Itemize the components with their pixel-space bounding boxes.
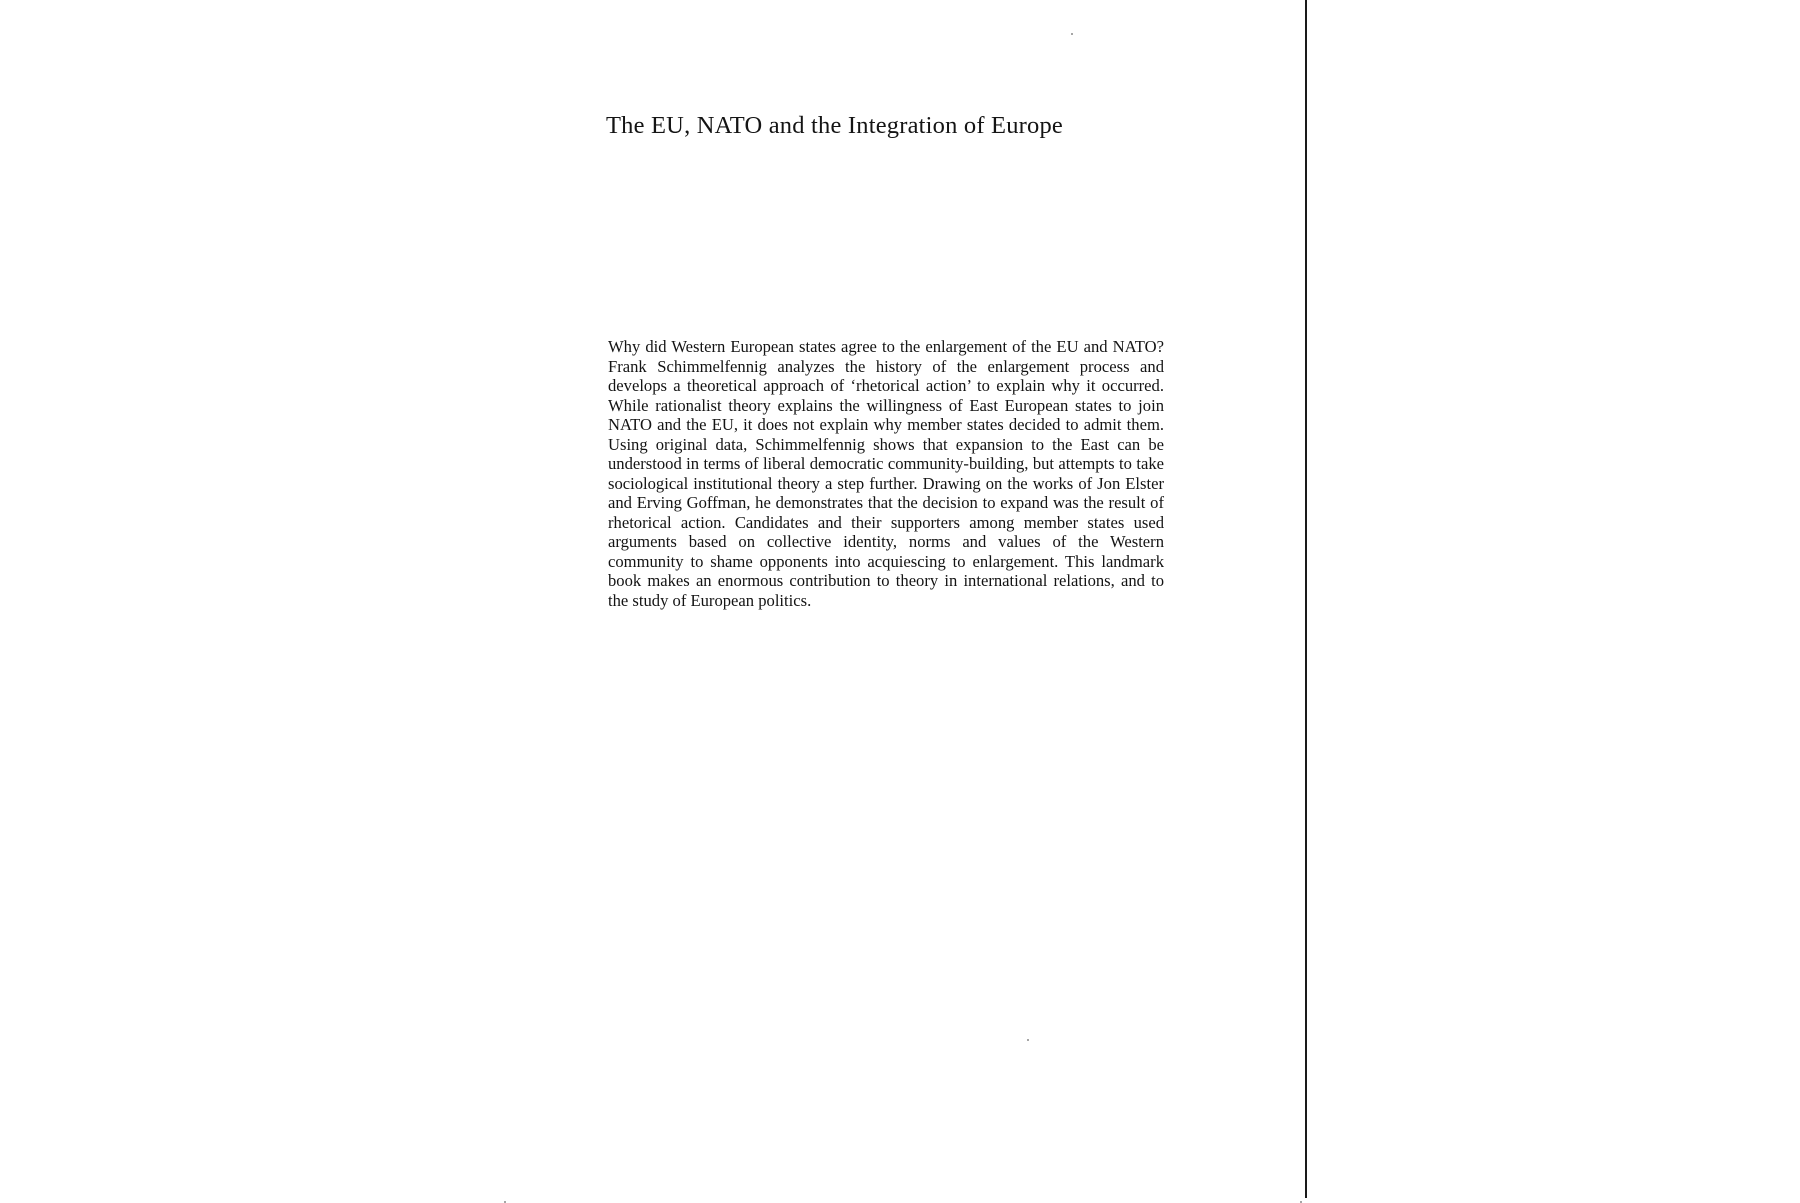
page-edge-line [1305, 0, 1307, 1198]
book-title: The EU, NATO and the Integration of Europe [606, 112, 1063, 139]
scan-speck [1071, 33, 1073, 35]
scan-speck [1027, 1039, 1029, 1041]
book-description: Why did Western European states agree to the enlargement of the EU and NATO? Frank Schimmelfennig analyzes the history of the enlargement process and develops a theoretical approach of ‘rhetorical action’ to explain why it occurred. While rationalist theory explains the willingness of East European states to join NATO and the EU, it does not explain why member states decided to admit them. Using original data, Schimmelfennig shows that expansion to the East can be understood in terms of liberal democratic community-building, but attempts to take sociological institutional theory a step further. Drawing on the works of Jon Elster and Erving Goffman, he demonstrates that the decision to expand was the result of rhetorical action. Candidates and their supporters among member states used arguments based on collective identity, norms and values of the Western community to shame opponents into acquiescing to enlargement. This landmark book makes an enormous contribution to theory in international relations, and to the study of European politics. [608, 337, 1164, 610]
